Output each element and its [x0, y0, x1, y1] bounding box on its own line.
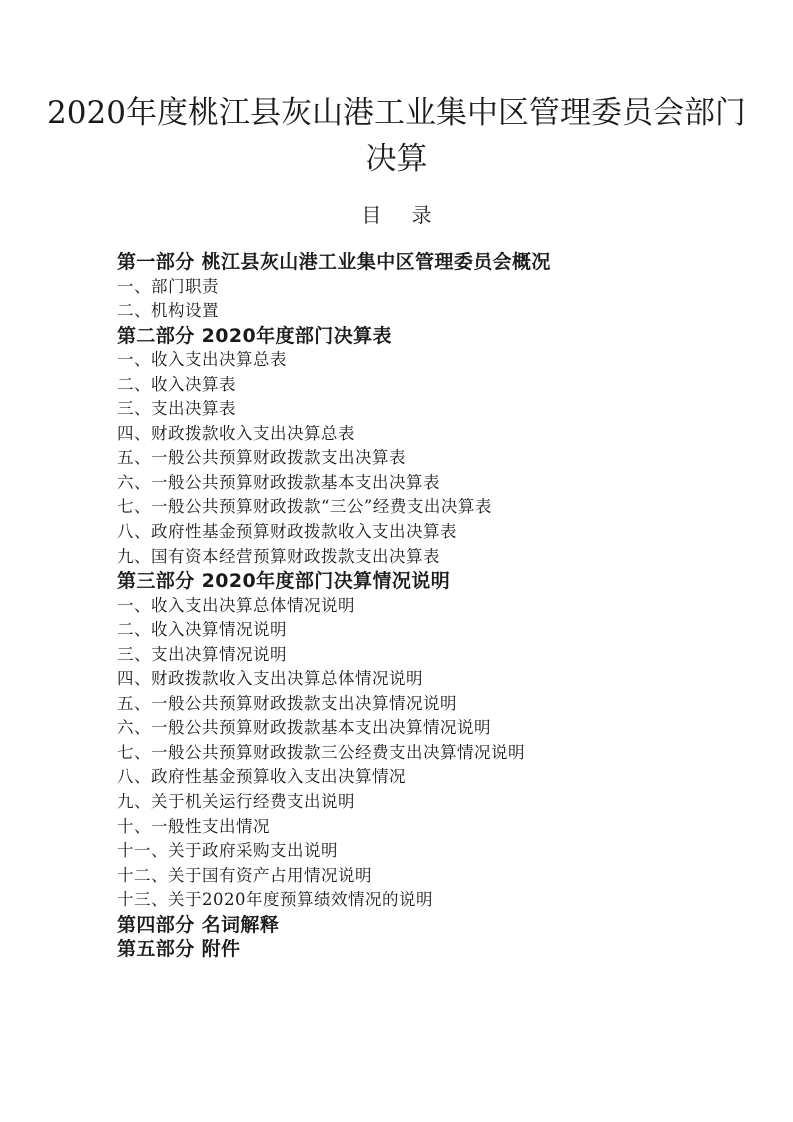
toc-item: 十三、关于2020年度预算绩效情况的说明: [117, 890, 433, 910]
toc-heading: 目 录: [361, 203, 444, 227]
toc-item: 八、政府性基金预算收入支出决算情况: [117, 767, 406, 787]
toc-item: 七、一般公共预算财政拨款三公经费支出决算情况说明: [117, 742, 525, 762]
toc-item: 五、一般公共预算财政拨款支出决算表: [117, 448, 406, 468]
toc-item: 九、国有资本经营预算财政拨款支出决算表: [117, 546, 440, 566]
toc-item: 三、支出决算情况说明: [117, 644, 287, 664]
toc-item: 八、政府性基金预算财政拨款收入支出决算表: [117, 522, 457, 542]
toc-item: 六、一般公共预算财政拨款基本支出决算表: [117, 472, 440, 492]
toc-item: 四、财政拨款收入支出决算总表: [117, 423, 355, 443]
toc-item: 七、一般公共预算财政拨款“三公”经费支出决算表: [117, 497, 492, 517]
toc-item: 四、财政拨款收入支出决算总体情况说明: [117, 669, 423, 689]
toc-item: 二、收入决算情况说明: [117, 620, 287, 640]
toc-item: 九、关于机关运行经费支出说明: [117, 792, 355, 812]
toc-item: 三、支出决算表: [117, 399, 236, 419]
toc-item: 十二、关于国有资产占用情况说明: [117, 865, 372, 885]
toc-item: 十、一般性支出情况: [117, 816, 270, 836]
toc-item: 一、收入支出决算总体情况说明: [117, 595, 355, 615]
toc-part-2: 第二部分 2020年度部门决算表: [117, 324, 392, 347]
toc-part-5: 第五部分 附件: [117, 938, 241, 961]
toc-part-1: 第一部分 桃江县灰山港工业集中区管理委员会概况: [117, 251, 551, 273]
table-of-contents: [117, 250, 757, 962]
toc-part-4: 第四部分 名词解释: [117, 913, 280, 936]
toc-item: 十一、关于政府采购支出说明: [117, 841, 338, 861]
toc-part-3: 第三部分 2020年度部门决算情况说明: [117, 570, 451, 593]
toc-item: 六、一般公共预算财政拨款基本支出决算情况说明: [117, 718, 491, 738]
toc-item: 二、机构设置: [117, 301, 219, 321]
toc-item: 二、收入决算表: [117, 374, 236, 394]
toc-item: 一、部门职责: [117, 276, 219, 296]
toc-item: 五、一般公共预算财政拨款支出决算情况说明: [117, 693, 457, 713]
toc-item: 一、收入支出决算总表: [117, 350, 287, 370]
page-title: 2020年度桃江县灰山港工业集中区管理委员会部门决算: [47, 95, 746, 177]
